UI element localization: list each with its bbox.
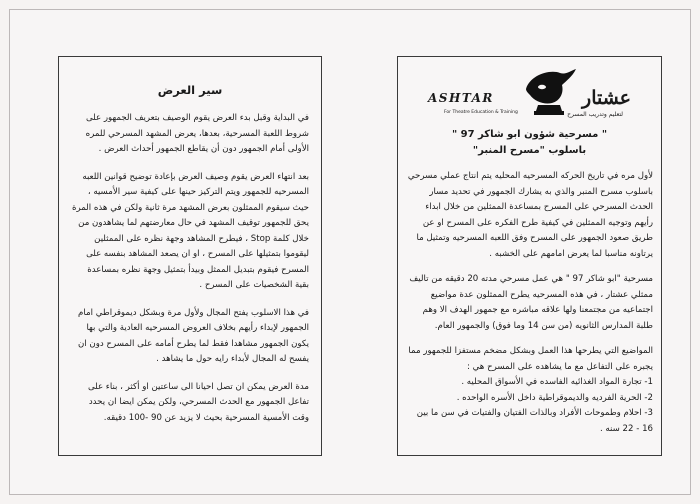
headline-line-1: " مسرحية شؤون ابو شاكر 97 " (451, 129, 608, 140)
paragraph: المواضيع التي يطرحها هذا العمل وبشكل مضخم مستفزا للجمهور مما يجبره على التفاعل مع ما يشاهده على المسرح هي : (408, 346, 653, 372)
logo-arabic-tagline: لتعليم وتدريب المسرح (567, 111, 623, 118)
ashtar-logo (406, 65, 653, 121)
topics-list (406, 375, 653, 437)
play-headline (406, 127, 653, 159)
headline-line-2: باسلوب "مسرح المنبر" (472, 145, 587, 156)
list-item: 1- تجارة المواد الغذائيه الفاسده في الأسواق المحليه . (461, 377, 653, 387)
paragraph: مسرحية "ابو شاكر 97 " هي عمل مسرحي مدته 20 دقيقه من تاليف ممثلي عشتار ، في هذه المسرحيه يطرح الممثلون عدة مواضيع اجتماعيه من مجتمعنا ولها علاقه مباشره مع جمهور الهدف الا وهم طلبة المدارس الثانويه (من سن 14 وما فوق) والجمهور العام. (409, 274, 653, 331)
logo-english-tagline: For Theatre Education & Training (444, 110, 518, 115)
paragraph: في البداية وقبل بدء العرض يقوم الوصيف بتعريف الجمهور على شروط اللعبة المسرحية، بعدها، يعرض المشهد المسرحي للمره الأولى أمام الجمهور دون أن يقاطع الجمهور أحداث العرض . (85, 113, 309, 154)
logo-english-name: ASHTAR (428, 91, 494, 105)
logo-arabic-name: عشتار (582, 87, 631, 109)
paragraph: مدة العرض يمكن ان تصل احيانا الى ساعتين او أكثر ، بناء على تفاعل الجمهور مع الحدث المسرحي، ولكن يمكن ايضا ان يحدد وقت الأمسية المسرحية بحيث لا يزيد عن 90 -100 دقيقه. (87, 381, 309, 423)
paragraph: لأول مره في تاريخ الحركه المسرحيه المحليه يتم انتاج عملي مسرحي باسلوب مسرح المنبر والذي به يشارك الجمهور في تحديد مسار الحدث المسرحي على المسرح بمساعدة الممثلين من خلال ابداء رأيهم وتوجيه الممثلين في كيفية طرح الفكره على المسرح او عن طريق صعود الجمهور على المسرح وفق اللعبه المسرحيه وتمثيل ما يرتاونه مناسبا لما يعرض امامهم على الخشبه . (407, 171, 653, 259)
paragraph: بعد انتهاء العرض يقوم وصيف العرض بإعادة توضيح قوانين اللعبه المسرحيه للجمهور ويتم التركيز حينها على كيفية سير الأمسيه ، حيث سيقوم الممثلون بعرض المشهد مرة ثانية ولكن في هذه المرة يحق للجمهور توقيف المشهد في حال معارضتهم لما يشاهدون من خلال كلمة Stop ، فيطرح المشاهد وجهة نظره على الممثلين ليقوموا بتمثيلها على المسرح ، او ان يصعد المشاهد بنفسه على المسرح فيقوم بتبديل الممثل وبيدأ بتمثيل وجهة نظره بمساعدة بقية الشخصيات على المسرح . (71, 171, 309, 290)
list-item: 2- الحرية الفرديه والديموقراطية داخل الأسره الواحده . (456, 392, 653, 403)
play-description-panel (397, 56, 662, 456)
list-item: 3- احلام وطموحات الأفراد وبالذات الفتيان والفتيات في سن ما بين 16 - 22 سنه . (416, 408, 653, 434)
theatre-mask-icon (520, 67, 578, 117)
panel-title: سير العرض (157, 83, 223, 97)
show-procedure-panel (58, 56, 322, 456)
paragraph: في هذا الاسلوب يفتح المجال ولأول مرة وبشكل ديموقراطي امام الجمهور لإبداء رأيهم بخلاف العروض المسرحيه العادية والتي بها يكون الجمهور مشاهدا فقط لما يطرح أمامه على المسرح دون ان يفسح له المجال لأبداء رايه حول ما يشاهد . (77, 307, 309, 364)
